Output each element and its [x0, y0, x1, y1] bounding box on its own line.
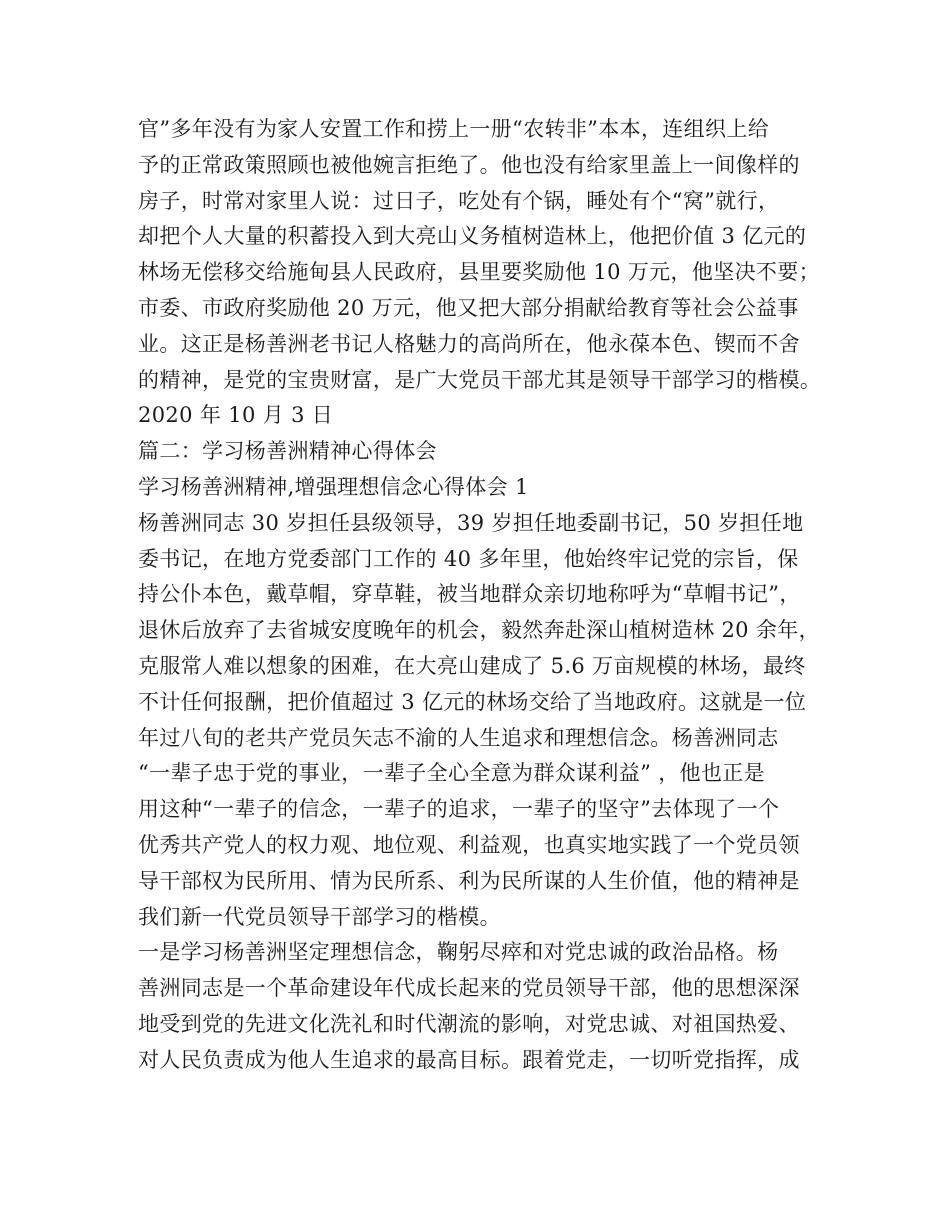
- text-line: 年过八旬的老共产党员矢志不渝的人生追求和理想信念。杨善洲同志: [138, 725, 779, 750]
- text-line: 克服常人难以想象的困难，在大亮山建成了 5.6 万亩规模的林场，最终: [138, 653, 806, 678]
- text-line: 林场无偿移交给施甸县人民政府，县里要奖励他 10 万元，他坚决不要；: [138, 260, 820, 285]
- text-line: 不计任何报酬，把价值超过 3 亿元的林场交给了当地政府。这就是一位: [138, 689, 807, 714]
- section-heading: 篇二：学习杨善洲精神心得体会: [138, 439, 437, 464]
- text-line: 我们新一代党员领导干部学习的楷模。: [138, 904, 501, 929]
- text-line: 善洲同志是一个革命建设年代成长起来的党员领导干部，他的思想深深: [138, 976, 800, 1001]
- text-line: 官”多年没有为家人安置工作和捞上一册“农转非”本本，连组织上给: [138, 117, 770, 141]
- document-body: [138, 112, 828, 1079]
- text-line: 业。这正是杨善洲老书记人格魅力的高尚所在，他永葆本色、锲而不舍: [138, 331, 800, 356]
- text-line: 地受到党的先进文化洗礼和时代潮流的影响，对党忠诚、对祖国热爱、: [138, 1011, 800, 1036]
- text-line: “一辈子忠于党的事业，一辈子全心全意为群众谋利益” ，他也正是: [138, 761, 765, 786]
- text-line: 一是学习杨善洲坚定理想信念，鞠躬尽瘁和对党忠诚的政治品格。杨: [138, 940, 779, 965]
- text-line: 的精神，是党的宝贵财富，是广大党员干部尤其是领导干部学习的楷模。: [138, 367, 822, 392]
- text-line: 杨善洲同志 30 岁担任县级领导，39 岁担任地委副书记，50 岁担任地: [138, 510, 804, 535]
- text-line: 导干部权为民所用、情为民所系、利为民所谋的人生价值，他的精神是: [138, 868, 800, 893]
- text-line: 予的正常政策照顾也被他婉言拒绝了。他也没有给家里盖上一间像样的: [138, 152, 800, 177]
- text-line: 退休后放弃了去省城安度晚年的机会，毅然奔赴深山植树造林 20 余年，: [138, 618, 820, 643]
- article-title: 学习杨善洲精神,增强理想信念心得体会 1: [138, 474, 529, 499]
- text-line: 房子，时常对家里人说：过日子，吃处有个锅，睡处有个“窝”就行，: [138, 188, 780, 213]
- text-line: 优秀共产党人的权力观、地位观、利益观，也真实地实践了一个党员领: [138, 832, 800, 857]
- text-line: 委书记，在地方党委部门工作的 40 多年里，他始终牢记党的宗旨，保: [138, 546, 799, 571]
- text-line: 用这种“一辈子的信念，一辈子的追求，一辈子的坚守”去体现了一个: [138, 797, 780, 822]
- text-line: 市委、市政府奖励他 20 万元，他又把大部分捐献给教育等社会公益事: [138, 295, 799, 320]
- text-line: 却把个人大量的积蓄投入到大亮山义务植树造林上，他把价值 3 亿元的: [138, 224, 807, 249]
- date-line: 2020 年 10 月 3 日: [138, 403, 334, 428]
- text-line: 持公仆本色，戴草帽，穿草鞋，被当地群众亲切地称呼为“草帽书记”，: [138, 582, 801, 607]
- text-line: 对人民负责成为他人生追求的最高目标。跟着党走，一切听党指挥，成: [138, 1047, 800, 1072]
